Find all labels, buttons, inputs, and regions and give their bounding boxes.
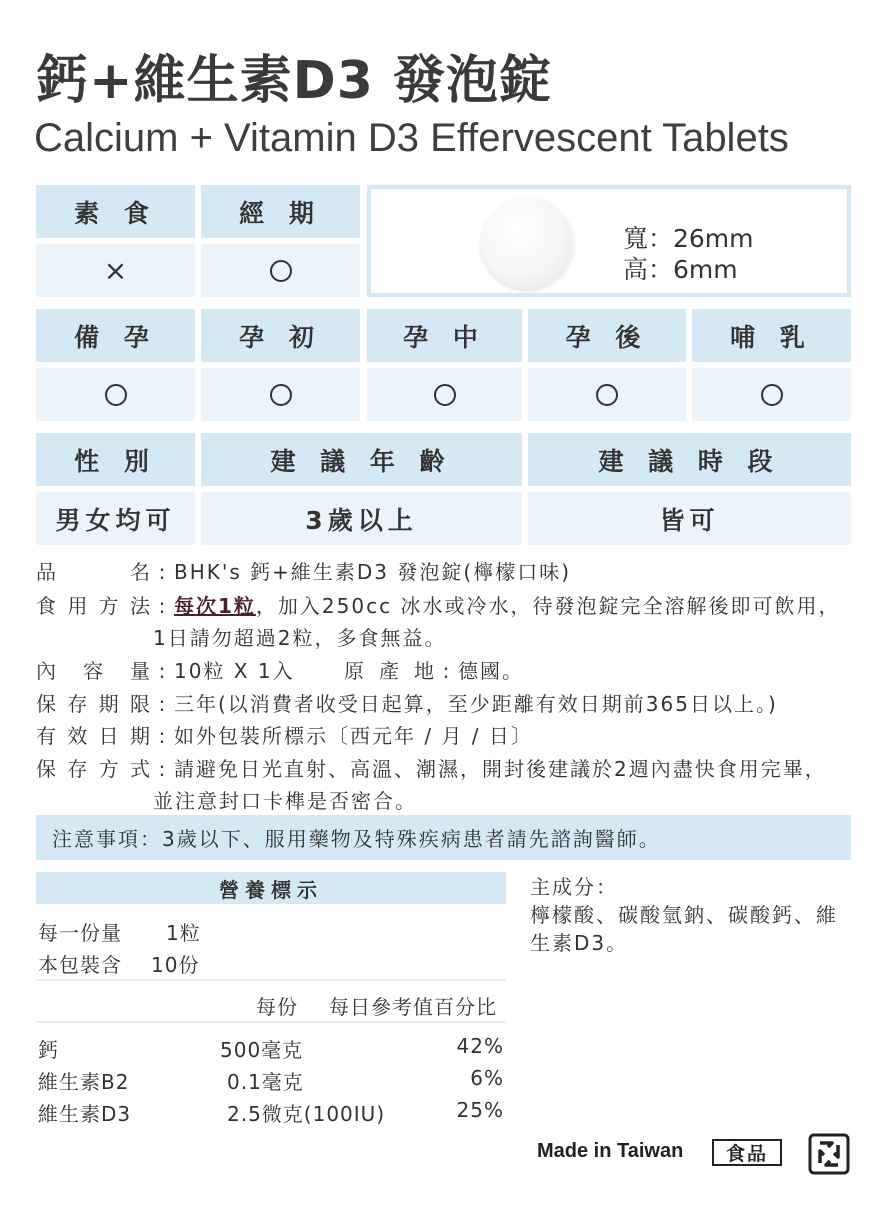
cross-mark-icon: ×: [103, 254, 128, 287]
value-vegetarian: [36, 244, 195, 297]
header-suggested-age: 建 議 年 齡: [201, 433, 522, 486]
column-per-serving: 每份: [256, 995, 298, 1019]
servings-per-pack-label: 本包裝含: [38, 953, 122, 977]
header-pre-pregnancy: 備 孕: [36, 309, 195, 362]
divider: [36, 1021, 506, 1023]
nutrient-name: 鈣: [38, 1038, 59, 1062]
info-name-value: BHK's 鈣+維生素D3 發泡錠(檸檬口味): [174, 560, 571, 584]
nutrient-amount: 500毫克: [220, 1038, 304, 1062]
info-name-label: 品 名: [36, 560, 152, 584]
header-breastfeeding: 哺 乳: [692, 309, 851, 362]
value-breastfeeding: [692, 368, 851, 421]
tablet-image: [481, 197, 573, 289]
tablet-size-box: [367, 185, 851, 297]
made-in-taiwan: Made in Taiwan: [537, 1140, 684, 1162]
column-daily-value: 每日參考值百分比: [329, 995, 497, 1019]
value-pre-pregnancy: [36, 368, 195, 421]
serving-size-label: 每一份量: [38, 921, 122, 945]
ingredients-line2: 生素D3。: [530, 931, 629, 955]
info-origin-value: 德國。: [458, 659, 524, 683]
circle-mark-icon: [270, 260, 292, 282]
servings-per-pack-value: 10份: [151, 953, 200, 977]
circle-mark-icon: [761, 384, 783, 406]
ingredients-line1: 檸檬酸、碳酸氫鈉、碳酸鈣、維: [530, 903, 838, 927]
tablet-height: 高：6mm: [623, 255, 738, 284]
circle-mark-icon: [105, 384, 127, 406]
serving-size-value: 1粒: [166, 921, 201, 945]
nutrient-percent: 25%: [456, 1098, 504, 1122]
value-menstrual: [201, 244, 360, 297]
circle-mark-icon: [596, 384, 618, 406]
value-late-pregnancy: [528, 368, 686, 421]
info-storage-value: 請避免日光直射、高溫、潮濕，開封後建議於2週內盡快食用完畢，: [174, 757, 827, 781]
info-usage-value: ，加入250cc 冰水或冷水，待發泡錠完全溶解後即可飲用，: [255, 594, 841, 618]
nutrition-title: 營養標示: [36, 872, 506, 904]
tablet-width: 寬：26mm: [623, 224, 754, 253]
nutrient-percent: 6%: [470, 1066, 504, 1090]
info-usage: 食用方法 : 每次1粒，加入250cc 冰水或冷水，待發泡錠完全溶解後即可飲用，: [36, 590, 840, 619]
info-name: 品 名 : BHK's 鈣+維生素D3 發泡錠(檸檬口味): [36, 556, 571, 585]
info-usage-highlight: 每次1粒: [174, 594, 256, 618]
product-title-chinese: 鈣+維生素D3 發泡錠: [36, 51, 553, 111]
info-shelf-life: 保存期限 : 三年(以消費者收受日起算，至少距離有效日期前365日以上。): [36, 688, 778, 717]
info-content: 內容量 : 10粒 X 1入: [36, 655, 295, 684]
value-mid-pregnancy: [367, 368, 522, 421]
header-gender: 性 別: [36, 433, 195, 486]
nutrient-percent: 42%: [456, 1034, 504, 1058]
info-expiry-label: 有效日期: [36, 724, 152, 748]
header-menstrual: 經 期: [201, 185, 360, 238]
info-origin: 原產地 : 德國。: [344, 655, 524, 684]
header-early-pregnancy: 孕 初: [201, 309, 360, 362]
info-content-value: 10粒 X 1入: [174, 659, 295, 683]
circle-mark-icon: [434, 384, 456, 406]
value-suggested-time: 皆可: [528, 492, 851, 545]
header-vegetarian: 素 食: [36, 185, 195, 238]
value-suggested-age: 3歲以上: [201, 492, 522, 545]
value-gender: 男女均可: [36, 492, 195, 545]
nutrient-amount: 0.1毫克: [227, 1070, 304, 1094]
info-usage-line2: 1日請勿超過2粒，多食無益。: [153, 626, 447, 650]
info-content-label: 內容量: [36, 659, 152, 683]
header-late-pregnancy: 孕 後: [528, 309, 686, 362]
info-usage-label: 食用方法: [36, 594, 152, 618]
divider: [36, 979, 506, 981]
header-mid-pregnancy: 孕 中: [367, 309, 522, 362]
circle-mark-icon: [270, 384, 292, 406]
notice-banner: 注意事項：3歲以下、服用藥物及特殊疾病患者請先諮詢醫師。: [36, 815, 851, 860]
product-title-english: Calcium + Vitamin D3 Effervescent Tablets: [34, 116, 789, 160]
info-origin-label: 原產地: [344, 659, 436, 683]
nutrient-amount: 2.5微克(100IU): [227, 1102, 386, 1126]
header-suggested-time: 建 議 時 段: [528, 433, 851, 486]
info-expiry-value: 如外包裝所標示〔西元年 / 月 / 日〕: [174, 724, 533, 748]
nutrient-name: 維生素D3: [38, 1102, 132, 1126]
info-storage: 保存方式 : 請避免日光直射、高溫、潮濕，開封後建議於2週內盡快食用完畢，: [36, 753, 827, 782]
value-early-pregnancy: [201, 368, 360, 421]
info-shelf-life-label: 保存期限: [36, 692, 152, 716]
info-expiry: 有效日期 : 如外包裝所標示〔西元年 / 月 / 日〕: [36, 720, 533, 749]
recycle-icon: [808, 1133, 850, 1175]
info-storage-line2: 並注意封口卡榫是否密合。: [153, 789, 417, 813]
ingredients-label: 主成分：: [530, 875, 618, 899]
info-storage-label: 保存方式: [36, 757, 152, 781]
info-shelf-life-value: 三年(以消費者收受日起算，至少距離有效日期前365日以上。): [174, 692, 778, 716]
nutrient-name: 維生素B2: [38, 1070, 130, 1094]
food-label-badge: 食品: [712, 1139, 782, 1166]
